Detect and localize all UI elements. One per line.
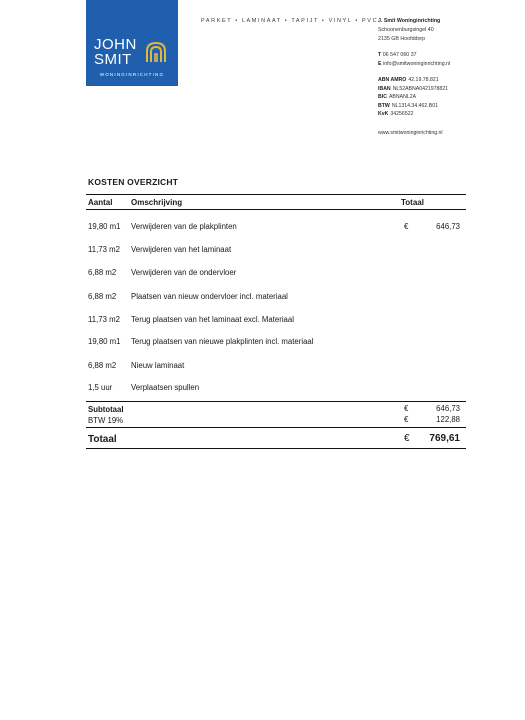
- logo-subtitle: WONINGINRICHTING: [99, 72, 165, 77]
- subtotal-currency: €: [404, 404, 409, 413]
- row-quantity: 19,80 m1: [88, 337, 121, 346]
- vat-amount: 122,88: [436, 415, 460, 424]
- company-city: 2135 GB Hoofddorp: [378, 35, 426, 42]
- company-phone-line: [378, 51, 450, 60]
- bank-row: [378, 93, 448, 102]
- row-quantity: 11,73 m2: [88, 315, 120, 324]
- row-description: Plaatsen van nieuw ondervloer incl. materiaal: [131, 292, 288, 301]
- header-bottom-rule: [86, 209, 466, 210]
- header-top-rule: [86, 194, 466, 195]
- row-description: Verwijderen van de plakplinten: [131, 222, 237, 231]
- row-quantity: 6,88 m2: [88, 361, 117, 370]
- bank-row: [378, 85, 448, 94]
- subtotal-amount: 646,73: [436, 404, 460, 413]
- row-quantity: 6,88 m2: [88, 292, 117, 301]
- bank-value: NL52ABNA0421978821: [392, 85, 449, 92]
- row-description: Verwijderen van de ondervloer: [131, 268, 237, 277]
- total-currency: €: [404, 433, 410, 444]
- total-label: Totaal: [88, 434, 117, 445]
- bank-value: 42.19.78.821: [408, 77, 439, 83]
- bank-label: IBAN: [378, 85, 391, 92]
- row-amount: 646,73: [436, 222, 460, 231]
- bank-row: [378, 76, 448, 85]
- company-email-line: [378, 60, 450, 69]
- company-address: Schoonenburgsingel 40: [378, 26, 434, 33]
- column-header-description: Omschrijving: [131, 198, 183, 207]
- company-phone: 06 547 060 37: [382, 52, 417, 59]
- total-amount: 769,61: [429, 433, 460, 444]
- company-email: info@smitwoninginrichting.nl: [383, 61, 451, 68]
- email-label: E: [378, 61, 382, 68]
- summary-top-rule: [86, 401, 466, 402]
- column-header-quantity: Aantal: [88, 198, 113, 207]
- bank-label: KvK: [378, 111, 389, 118]
- phone-label: T: [378, 52, 382, 59]
- logo-wordmark: [94, 37, 137, 67]
- bank-value: NL1314.34.462.B01: [391, 102, 438, 109]
- bank-row: [378, 102, 448, 111]
- row-description: Nieuw laminaat: [131, 361, 185, 370]
- row-quantity: 6,88 m2: [88, 268, 117, 277]
- row-description: Verplaatsen spullen: [131, 383, 200, 392]
- row-description: Terug plaatsen van nieuwe plakplinten incl. materiaal: [131, 337, 314, 346]
- bank-label: BTW: [378, 102, 390, 109]
- bank-label: ABN AMRO: [378, 77, 407, 83]
- company-contact-block: [378, 17, 450, 69]
- vat-label: BTW 19%: [88, 416, 124, 425]
- row-quantity: 1,5 uur: [88, 383, 113, 392]
- row-quantity: 19,80 m1: [88, 222, 121, 231]
- company-logo: [86, 0, 178, 86]
- row-currency: €: [404, 222, 409, 231]
- logo-house-icon: [145, 41, 167, 63]
- bank-value: ABNANL2A: [388, 94, 417, 101]
- bank-details-block: [378, 76, 448, 119]
- logo-line-1: JOHN: [94, 36, 137, 53]
- company-website: www.smitwoninginrichting.nl: [378, 130, 443, 136]
- subtotal-label: Subtotaal: [88, 405, 124, 414]
- product-tagline: PARKET • LAMINAAT • TAPIJT • VINYL • PVC: [201, 18, 379, 24]
- total-underline: [86, 448, 466, 449]
- bank-value: 34256522: [390, 111, 414, 118]
- row-quantity: 11,73 m2: [88, 245, 120, 254]
- document-title: KOSTEN OVERZICHT: [88, 177, 179, 187]
- vat-underline: [86, 427, 466, 428]
- row-description: Verwijderen van het laminaat: [131, 245, 232, 254]
- bank-row: [378, 110, 448, 119]
- logo-line-2: SMIT: [94, 51, 132, 68]
- row-description: Terug plaatsen van het laminaat excl. Materiaal: [131, 315, 294, 324]
- company-name: J. Smit Woninginrichting: [378, 18, 441, 24]
- vat-currency: €: [404, 415, 409, 424]
- column-header-total: Totaal: [401, 198, 424, 207]
- bank-label: BIC: [378, 94, 387, 101]
